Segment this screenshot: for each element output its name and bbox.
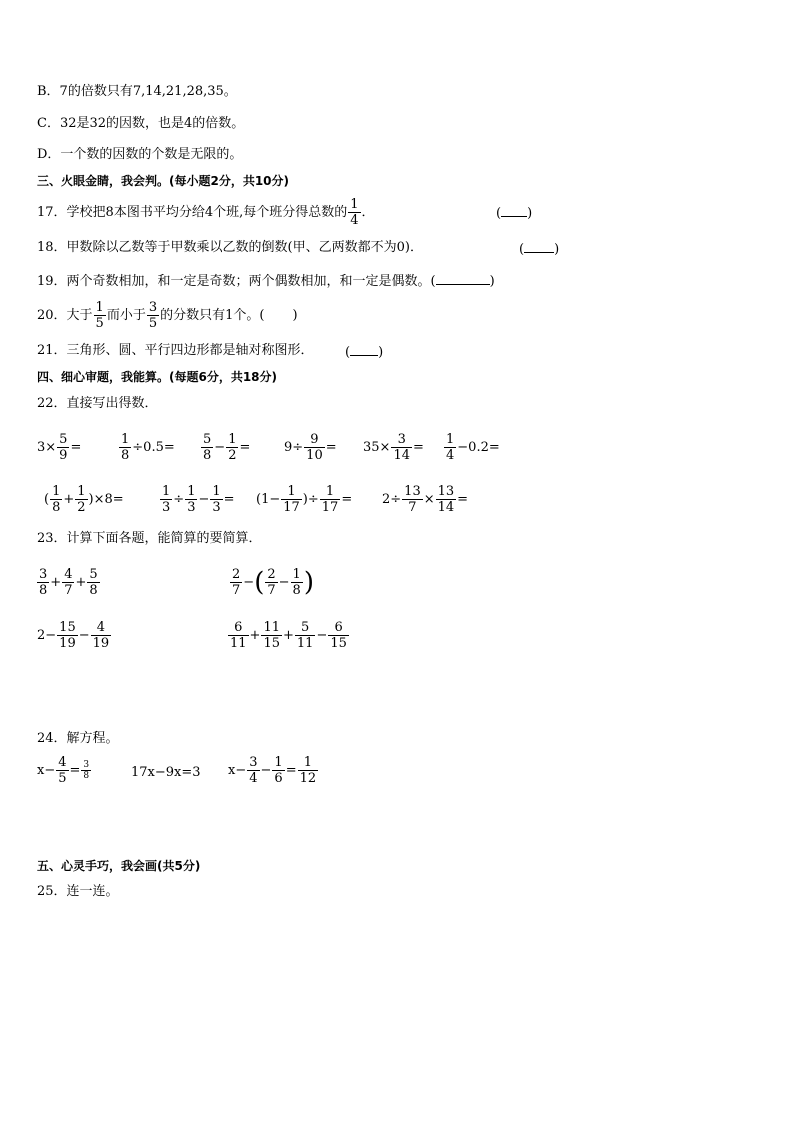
- section4-title: 四、细心审题，我能算。(每题6分，共18分): [37, 370, 278, 384]
- section3-title: 三、火眼金睛，我会判。(每小题2分，共10分): [37, 174, 290, 188]
- option-b: B．7的倍数只有7,14,21,28,35。: [37, 84, 237, 99]
- q23-expr-1: $\frac{3}{8}$ + $\frac{4}{7}$ + $\frac{5}{8}$: [39, 567, 98, 598]
- q22-expr-8: $\frac{1}{3}$ ÷ $\frac{1}{3}$ − $\frac{1}{3}$ =: [162, 484, 235, 515]
- q22-expr-5: 35× $\frac{3}{14}$ =: [363, 432, 424, 463]
- option-c: C．32是32的因数，也是4的倍数。: [37, 116, 245, 131]
- question-17: 17．学校把8本图书平均分给4个班,每个班分得总数的 $\frac{1}{4}$ ．: [37, 197, 375, 228]
- q22-title: 22．直接写出得数．: [37, 396, 158, 411]
- q24-equation-3: x− $\frac{3}{4}$ − $\frac{1}{6}$ = $\frac{1}{12}$: [228, 755, 317, 786]
- question-18: 18．甲数除以乙数等于甲数乘以乙数的倒数(甲、乙两数都不为0)．: [37, 240, 423, 255]
- q22-expr-10: 2÷ $\frac{13}{7}$ × $\frac{13}{14}$ =: [382, 484, 469, 515]
- q23-title: 23．计算下面各题，能简算的要简算．: [37, 531, 262, 546]
- answer-paren-21[interactable]: ( ): [345, 345, 384, 360]
- q22-expr-3: $\frac{5}{8}$ − $\frac{1}{2}$ =: [203, 432, 251, 463]
- q24-title: 24．解方程。: [37, 731, 119, 746]
- fraction: $\frac{1}{4}$: [350, 197, 359, 228]
- q23-expr-2: $\frac{2}{7}$ −( $\frac{2}{7}$ − $\frac{1}{8}$ ): [232, 567, 314, 598]
- fraction: $\frac{1}{5}$: [95, 300, 104, 331]
- q22-expr-7: ( $\frac{1}{8}$ + $\frac{1}{2}$ )×8=: [44, 484, 124, 515]
- q22-expr-9: (1− $\frac{1}{17}$ )÷ $\frac{1}{17}$ =: [256, 484, 353, 515]
- fraction: $\frac{3}{5}$: [148, 300, 158, 331]
- q22-expr-6: $\frac{1}{4}$ −0.2=: [446, 432, 500, 463]
- q22-expr-2: $\frac{1}{8}$ ÷0.5=: [121, 432, 175, 463]
- q24-equation-2: 17x−9x=3: [131, 765, 201, 780]
- answer-paren-17[interactable]: ( ): [496, 206, 533, 221]
- q23-expr-3: 2− $\frac{15}{19}$ − $\frac{4}{19}$: [37, 620, 110, 651]
- q22-expr-4: 9÷ $\frac{9}{10}$ =: [284, 432, 337, 463]
- q24-equation-1: x− $\frac{4}{5}$ = $\frac{3}{8}$: [37, 755, 90, 786]
- q23-expr-4: $\frac{6}{11}$ + $\frac{11}{15}$ + $\frac{5}{11}$ − $\frac{6}{15}$: [230, 620, 347, 651]
- option-d: D．一个数的因数的个数是无限的。: [37, 147, 243, 162]
- section5-title: 五、心灵手巧，我会画(共5分): [37, 859, 201, 873]
- question-20: 20．大于 $\frac{1}{5}$ 而小于 $\frac{3}{5}$ 的分数只有1个。( ): [37, 300, 298, 331]
- question-21: 21．三角形、圆、平行四边形都是轴对称图形．: [37, 343, 314, 358]
- question-19[interactable]: 19．两个奇数相加，和一定是奇数；两个偶数相加，和一定是偶数。( ): [37, 274, 495, 289]
- q22-expr-1: 3× $\frac{5}{9}$ =: [37, 432, 82, 463]
- answer-paren-18[interactable]: ( ): [519, 242, 560, 257]
- q25-title: 25．连一连。: [37, 884, 119, 899]
